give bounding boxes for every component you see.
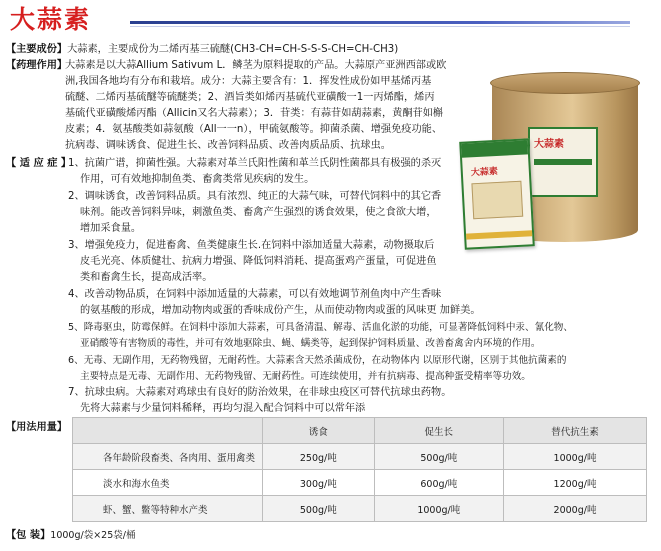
pharmacology-line: 皮素；4．氨基酸类如蒜氨酸（All一一n），甲硫氨酸等。抑菌杀菌、增强免疫功能、 <box>65 124 443 135</box>
table-row <box>73 444 647 470</box>
indication-line: 3、增强免疫力，促进畜禽、鱼类健康生长.在饲料中添加适量大蒜素，动物摄取后 <box>68 240 435 251</box>
indication-line: 1、抗菌广谱，抑菌性强。大蒜素对革兰氏阳性菌和革兰氏阴性菌都具有极强的杀灭 <box>68 158 442 169</box>
indication-line: 4、改善动物品质，在饲料中添加适量的大蒜素，可以有效地调节剂鱼肉中产生香味 <box>68 289 442 300</box>
indication-line: 亚硝酸等有害物质的毒性，并可有效地驱除虫、蝇、螨类等，起到保护饲料质量、改善畜禽舍内环境的作用。 <box>80 338 541 349</box>
usage-table <box>72 417 647 522</box>
indication-line: 7、抗球虫病。大蒜素对鸡球虫有良好的防治效果，在非球虫疫区可替代抗球虫药物。 <box>68 387 452 398</box>
bag-top-band <box>461 140 528 157</box>
drum-label-bar <box>534 159 592 165</box>
indication-line: 增加采食量。 <box>80 223 142 234</box>
drum-label-text: 大蒜素 <box>534 139 564 150</box>
product-image <box>462 72 652 252</box>
usage-value: 600g/吨 <box>374 470 503 496</box>
usage-label: 【用法用量】 <box>6 422 68 433</box>
packaging-section <box>6 526 135 541</box>
usage-value: 1000g/吨 <box>374 496 503 522</box>
pharmacology-line: 洲,我国各地均有分布和栽培。成分：大蒜主要含有：1．挥发性成份如甲基烯丙基 <box>65 76 432 87</box>
indication-line: 5、降毒驱虫，防霉保鲜。在饲料中添加大蒜素，可具备清温、解毒、活血化淤的功能，可显著降低饲料中汞、氰化物、 <box>68 322 573 333</box>
packaging-label: 【包 装】 <box>6 530 51 541</box>
composition-label: 【主要成份】 <box>6 44 68 55</box>
usage-value: 1000g/吨 <box>504 444 647 470</box>
drum-lid <box>490 72 640 94</box>
indication-line: 的氨基酸的形成，增加动物肉或蛋的香味成份产生，从而使动物肉或蛋的风味更 加鲜美。 <box>80 305 481 316</box>
pharmacology-line: 抗病毒、调味诱食、促进生长、改善饲料品质、改善肉质品质、抗球虫。 <box>65 140 391 151</box>
usage-category: 虾、蟹、鳖等特种水产类 <box>73 496 263 522</box>
composition-text: 大蒜素，主要成份为二烯丙基三硫醚(CH3-CH=CH-S-S-S-CH=CH-CH3) <box>67 44 399 55</box>
usage-category: 淡水和海水鱼类 <box>73 470 263 496</box>
indication-line: 6、无毒、无副作用，无药物残留，无耐药性。大蒜素含天然杀菌成份，在动物体内 以原形代谢，区别于其他抗菌素的 <box>68 355 567 366</box>
usage-table-header <box>73 418 647 444</box>
indication-line: 先将大蒜素与少量饲料稀释，再均匀混入配合饲料中可以常年添 <box>80 403 366 414</box>
pharmacology-label: 【药理作用】 <box>6 60 68 71</box>
page-title: 大蒜素 <box>10 5 92 34</box>
bag-label-text: 大蒜素 <box>470 166 499 179</box>
usage-value: 250g/吨 <box>263 444 375 470</box>
title-divider <box>130 21 630 24</box>
packaging-text: 1000g/袋×25袋/桶 <box>50 530 136 541</box>
pharmacology-line: 硫醚、二烯丙基硫醚等硫醚类；2、酒旨类如烯丙基硫代亚磺酸一1一丙烯酯，烯丙 <box>65 92 435 103</box>
usage-value: 1200g/吨 <box>504 470 647 496</box>
title-divider-thin <box>130 26 630 27</box>
drum-label <box>528 127 598 197</box>
indications-label: 【 适 应 症 】 <box>6 158 72 169</box>
usage-value: 2000g/吨 <box>504 496 647 522</box>
usage-header-cell: 促生长 <box>374 418 503 444</box>
composition-section <box>6 42 398 58</box>
table-row <box>73 470 647 496</box>
indication-line: 味剂。能改善饲料异味，刺激鱼类、畜禽产生强烈的诱食效果，使之食欲大增， <box>80 207 437 218</box>
usage-header-cell <box>73 418 263 444</box>
bag-picture <box>471 181 523 220</box>
pharmacology-line: 基硫代亚磺酸烯丙酯（Allicin又名大蒜素）；3．苷类：有蒜苷如葫蒜素，黄酮苷如槲 <box>65 108 444 119</box>
product-bag <box>459 138 535 250</box>
usage-header-cell: 诱食 <box>263 418 375 444</box>
indication-line: 作用，可有效地抑制鱼类、畜禽类常见疾病的发生。 <box>80 174 315 185</box>
indication-line: 2、调味诱食，改善饲料品质。具有浓烈、纯正的大蒜气味，可替代饲料中的其它香 <box>68 191 442 202</box>
usage-category: 各年龄阶段畜类、各肉用、蛋用禽类 <box>73 444 263 470</box>
indication-line: 主要特点是无毒、无副作用、无药物残留、无耐药性。可连续使用，并有抗病毒、提高种蛋受精率等功效。 <box>80 371 531 382</box>
table-row <box>73 496 647 522</box>
indication-line: 皮毛光亮、体质健壮、抗病力增强、降低饲料消耗、提高蛋鸡产蛋量，可促进鱼 <box>80 256 437 267</box>
indication-line: 类和畜禽生长，提高成活率。 <box>80 272 213 283</box>
usage-value: 500g/吨 <box>374 444 503 470</box>
usage-value: 300g/吨 <box>263 470 375 496</box>
pharmacology-line: 大蒜素是以大蒜Allium Sativum L．鳞茎为原料提取的产品。大蒜原产亚洲西部或欧 <box>65 60 447 71</box>
usage-value: 500g/吨 <box>263 496 375 522</box>
bag-stripe <box>466 230 532 239</box>
usage-header-cell: 替代抗生素 <box>504 418 647 444</box>
